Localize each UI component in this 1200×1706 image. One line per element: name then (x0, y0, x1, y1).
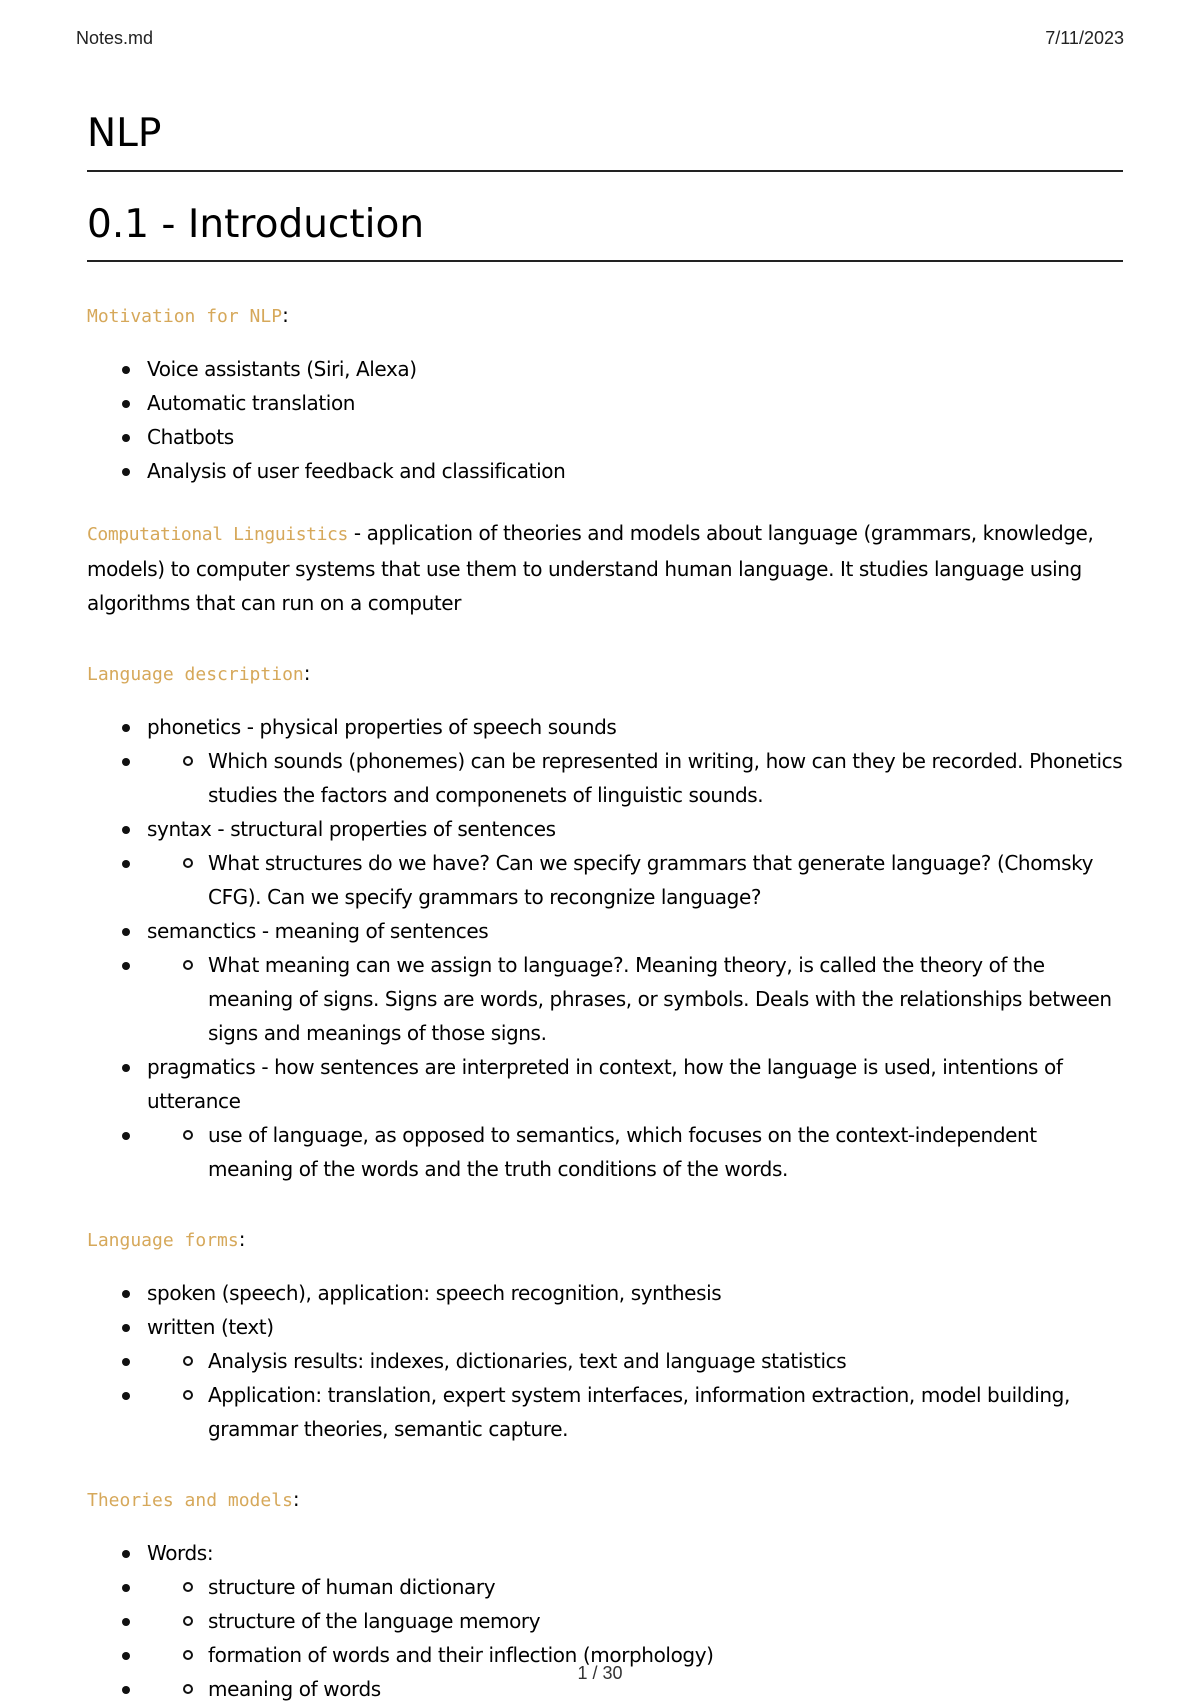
motivation-list (87, 352, 1123, 488)
sub-list-item-text: Application: translation, expert system interfaces, information extraction, model building, grammar theories, semantic capture. (208, 1378, 1123, 1446)
list-item (87, 1310, 1123, 1344)
list-item (87, 1344, 1123, 1378)
document-filename: Notes.md (76, 28, 154, 48)
list-item-text: Automatic translation (147, 391, 356, 415)
language-forms-heading: Language forms: (87, 1227, 246, 1251)
list-item (87, 710, 1123, 744)
list-item-text: Analysis of user feedback and classification (147, 459, 566, 483)
page-title: NLP (87, 108, 1123, 172)
language-forms-list (87, 1276, 1123, 1446)
list-item-text: written (text) (147, 1315, 274, 1339)
list-item (87, 454, 1123, 488)
language-description-label: Language description (87, 664, 304, 685)
list-item (87, 1604, 1123, 1638)
sub-list-item-text: structure of human dictionary (208, 1570, 1123, 1604)
language-description-list (87, 710, 1123, 1186)
sub-list-item-text: use of language, as opposed to semantics, which focuses on the context-independent meaning of the words and the truth conditions of the words. (208, 1118, 1123, 1186)
sub-list-item-text: Which sounds (phonemes) can be represented in writing, how can they be recorded. Phonetics studies the factors and componenets of linguistic sounds. (208, 744, 1123, 812)
list-item (87, 1118, 1123, 1186)
sub-list-item-text: meaning of words (208, 1672, 1123, 1706)
language-description-heading: Language description: (87, 661, 311, 685)
list-item (87, 1050, 1123, 1118)
comp-ling-text: - application of theories and models about language (grammars, knowledge, models) to computer systems that use them to understand human language. It studies language using algorithms that can run on a computer (87, 521, 1094, 615)
sub-list-item-text: Analysis results: indexes, dictionaries, text and language statistics (208, 1344, 1123, 1378)
list-item-text: semanctics - meaning of sentences (147, 919, 489, 943)
language-forms-label: Language forms (87, 1230, 239, 1251)
sub-list-item-text: structure of the language memory (208, 1604, 1123, 1638)
list-item-text: phonetics - physical properties of speech sounds (147, 715, 617, 739)
computational-linguistics-paragraph (87, 516, 1123, 620)
sub-list-item-text: What meaning can we assign to language?. Meaning theory, is called the theory of the meaning of signs. Signs are words, phrases, or symbols. Deals with the relationships between signs and meanings of those signs. (208, 948, 1123, 1050)
list-item (87, 420, 1123, 454)
motivation-label: Motivation for NLP (87, 306, 283, 327)
list-item (87, 1570, 1123, 1604)
comp-ling-label: Computational Linguistics (87, 524, 348, 545)
list-item-text: pragmatics - how sentences are interpreted in context, how the language is used, intentions of utterance (147, 1055, 1063, 1113)
list-item (87, 1536, 1123, 1570)
section-title: 0.1 - Introduction (87, 200, 1123, 262)
list-item (87, 948, 1123, 1050)
list-item-text: Voice assistants (Siri, Alexa) (147, 357, 417, 381)
document-body (87, 108, 1123, 1706)
theories-heading: Theories and models: (87, 1487, 300, 1511)
list-item (87, 352, 1123, 386)
list-item (87, 1276, 1123, 1310)
list-item-text: Words: (147, 1541, 214, 1565)
list-item (87, 386, 1123, 420)
theories-label: Theories and models (87, 1490, 293, 1511)
list-item (87, 744, 1123, 812)
document-date: 7/11/2023 (1045, 28, 1124, 48)
sub-list-item-text: What structures do we have? Can we specify grammars that generate language? (Chomsky CFG). Can we specify grammars to recongnize language? (208, 846, 1123, 914)
list-item (87, 812, 1123, 846)
list-item (87, 1378, 1123, 1446)
page-number: 1 / 30 (577, 1663, 623, 1683)
list-item-text: syntax - structural properties of sentences (147, 817, 556, 841)
list-item-text: spoken (speech), application: speech recognition, synthesis (147, 1281, 722, 1305)
sub-list-item-text: formation of words and their inflection (morphology) (208, 1638, 1123, 1672)
list-item (87, 914, 1123, 948)
list-item-text: Chatbots (147, 425, 234, 449)
motivation-heading: Motivation for NLP: (87, 303, 289, 327)
list-item (87, 846, 1123, 914)
